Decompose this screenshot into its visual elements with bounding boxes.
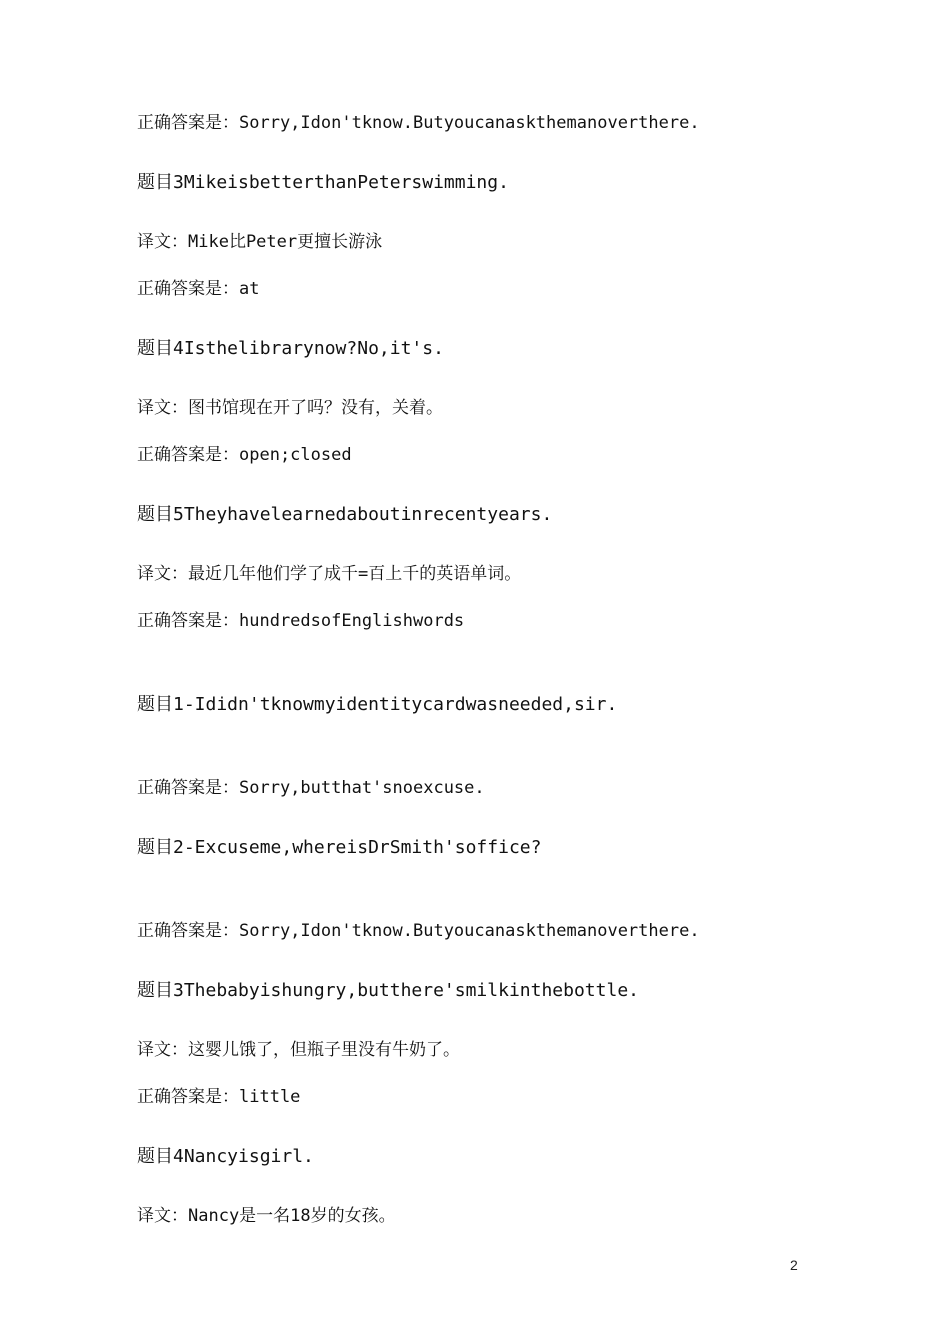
page-number: 2 [790,1257,798,1273]
answer-line: 正确答案是：open;closed [137,445,352,465]
answer-line: 正确答案是：Sorry,Idon'tknow.Butyoucanaskthemanoverthere. [137,921,700,941]
question-line: 题目3Thebabyishungry,butthere'smilkinthebottle. [137,980,639,1001]
translation-line: 译文：最近几年他们学了成千=百上千的英语单词。 [137,564,522,584]
question-line: 题目1-Ididn'tknowmyidentitycardwasneeded,sir. [137,694,618,715]
question-line: 题目4Nancyisgirl. [137,1146,314,1167]
question-line: 题目2-Excuseme,whereisDrSmith'soffice? [137,837,542,858]
question-line: 题目5Theyhavelearnedaboutinrecentyears. [137,504,553,525]
question-line: 题目3MikeisbetterthanPeterswimming. [137,172,509,193]
translation-line: 译文：图书馆现在开了吗？没有，关着。 [137,398,443,418]
answer-line: 正确答案是：at [137,279,260,299]
answer-line: 正确答案是：Sorry,butthat'snoexcuse. [137,778,485,798]
question-line: 题目4Isthelibrarynow?No,it's. [137,338,444,359]
translation-line: 译文：Nancy是一名18岁的女孩。 [137,1206,396,1226]
answer-line: 正确答案是：little [137,1087,301,1107]
translation-line: 译文：这婴儿饿了，但瓶子里没有牛奶了。 [137,1040,460,1060]
answer-line: 正确答案是：hundredsofEnglishwords [137,611,465,631]
translation-line: 译文：Mike比Peter更擅长游泳 [137,232,383,252]
answer-line: 正确答案是：Sorry,Idon'tknow.Butyoucanaskthemanoverthere. [137,113,700,133]
